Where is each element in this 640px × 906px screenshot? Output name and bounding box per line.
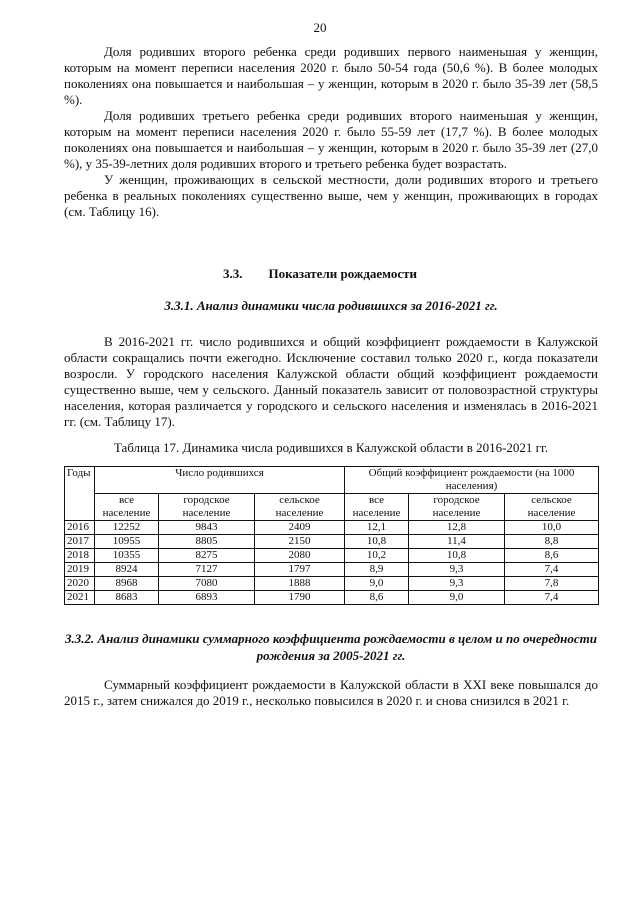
table-row bbox=[65, 549, 599, 563]
table-cell: 8,6 bbox=[345, 591, 409, 605]
header-sub-cell: все население bbox=[95, 494, 159, 521]
table-cell: 7127 bbox=[159, 563, 255, 577]
paragraph: Суммарный коэффициент рождаемости в Калужской области в XXI веке повышался до 2015 г., затем снижался до 2019 г., несколько повысился в 2020 г. и снова снизился в 2021 г. bbox=[64, 677, 598, 708]
table-cell: 10,0 bbox=[505, 521, 599, 535]
table-cell: 8924 bbox=[95, 563, 159, 577]
page-number: 20 bbox=[313, 20, 327, 35]
year-cell: 2016 bbox=[65, 521, 95, 535]
table-cell: 10955 bbox=[95, 535, 159, 549]
table-cell: 10355 bbox=[95, 549, 159, 563]
table-row bbox=[65, 591, 599, 605]
table-body bbox=[65, 521, 599, 605]
table-cell: 7,4 bbox=[505, 563, 599, 577]
table-cell: 7,8 bbox=[505, 577, 599, 591]
table-cell: 1790 bbox=[255, 591, 345, 605]
table-cell: 2080 bbox=[255, 549, 345, 563]
subsection-heading-3-3-1: 3.3.1. Анализ динамики числа родившихся за 2016-2021 гг. bbox=[164, 298, 498, 313]
year-cell: 2018 bbox=[65, 549, 95, 563]
table-cell: 12252 bbox=[95, 521, 159, 535]
table-row bbox=[65, 535, 599, 549]
table-cell: 1888 bbox=[255, 577, 345, 591]
table-cell: 10,8 bbox=[345, 535, 409, 549]
header-rate-group: Общий коэффициент рождаемости (на 1000 населения) bbox=[345, 467, 599, 494]
table-row bbox=[65, 577, 599, 591]
header-sub-cell: все население bbox=[345, 494, 409, 521]
table-cell: 8275 bbox=[159, 549, 255, 563]
paragraph: В 2016-2021 гг. число родившихся и общий коэффициент рождаемости в Калужской области сокращались почти ежегодно. Исключение составил только 2020 г., когда показатели возросли. У городского населения Калужской области общий коэффициент рождаемости существенно выше, чем у сельского. Данный показатель зависит от половозрастной структуры населения, которая различается у городского и сельского населения и изменялась в 2016-2021 гг. (см. Таблицу 17). bbox=[64, 334, 598, 429]
header-births-group: Число родившихся bbox=[95, 467, 345, 494]
year-cell: 2020 bbox=[65, 577, 95, 591]
year-cell: 2017 bbox=[65, 535, 95, 549]
table-cell: 11,4 bbox=[409, 535, 505, 549]
header-sub-cell: городское население bbox=[409, 494, 505, 521]
table-cell: 8805 bbox=[159, 535, 255, 549]
table-cell: 9,0 bbox=[345, 577, 409, 591]
paragraph: У женщин, проживающих в сельской местности, доли родивших второго и третьего ребенка в реальных поколениях существенно выше, чем у женщин, проживающих в городах (см. Таблицу 16). bbox=[64, 172, 598, 219]
table-row bbox=[65, 521, 599, 535]
table-cell: 7,4 bbox=[505, 591, 599, 605]
table-cell: 8,6 bbox=[505, 549, 599, 563]
table-row bbox=[65, 563, 599, 577]
header-years: Годы bbox=[65, 467, 95, 521]
table-cell: 9843 bbox=[159, 521, 255, 535]
tfr-dynamics-text bbox=[64, 677, 598, 709]
table-cell: 10,8 bbox=[409, 549, 505, 563]
table-cell: 8683 bbox=[95, 591, 159, 605]
table-caption: Таблица 17. Динамика числа родившихся в Калужской области в 2016-2021 гг. bbox=[113, 440, 549, 455]
year-cell: 2021 bbox=[65, 591, 95, 605]
table-cell: 6893 bbox=[159, 591, 255, 605]
table-cell: 8,9 bbox=[345, 563, 409, 577]
table-cell: 8968 bbox=[95, 577, 159, 591]
paragraph: Доля родивших второго ребенка среди родивших первого наименьшая у женщин, которым на момент переписи населения 2020 г. было 50-54 года (50,6 %). В более молодых поколениях она повышается и наибольшая – у женщин, которым в 2020 г. было 35-39 лет (58,5 %). bbox=[64, 44, 598, 107]
table-cell: 8,8 bbox=[505, 535, 599, 549]
header-sub-cell: сельское население bbox=[255, 494, 345, 521]
table-cell: 9,3 bbox=[409, 563, 505, 577]
year-cell: 2019 bbox=[65, 563, 95, 577]
table-cell: 1797 bbox=[255, 563, 345, 577]
subsection-heading-3-3-2: 3.3.2. Анализ динамики суммарного коэффициента рождаемости в целом и по очередности рождения за 2005-2021 гг. bbox=[65, 631, 597, 663]
header-sub-cell: городское население bbox=[159, 494, 255, 521]
table-cell: 12,8 bbox=[409, 521, 505, 535]
table-cell: 12,1 bbox=[345, 521, 409, 535]
table-cell: 2150 bbox=[255, 535, 345, 549]
table-cell: 7080 bbox=[159, 577, 255, 591]
births-dynamics-text bbox=[64, 334, 598, 430]
header-sub-cell: сельское население bbox=[505, 494, 599, 521]
table-cell: 2409 bbox=[255, 521, 345, 535]
table-cell: 10,2 bbox=[345, 549, 409, 563]
table-cell: 9,3 bbox=[409, 577, 505, 591]
intro-text-block bbox=[64, 44, 598, 220]
births-table bbox=[64, 466, 599, 605]
paragraph: Доля родивших третьего ребенка среди родивших второго наименьшая у женщин, которым на момент переписи населения 2020 г. было 55-59 лет (17,7 %). В более молодых поколениях она повышается и наибольшая – у женщин, которым в 2020 г. было 35-39 лет (27,0 %), у 35-39-летних доля родивших второго и третьего ребенка будет возрастать. bbox=[64, 108, 598, 171]
table-cell: 9,0 bbox=[409, 591, 505, 605]
section-heading-3-3: 3.3. Показатели рождаемости bbox=[223, 266, 417, 281]
